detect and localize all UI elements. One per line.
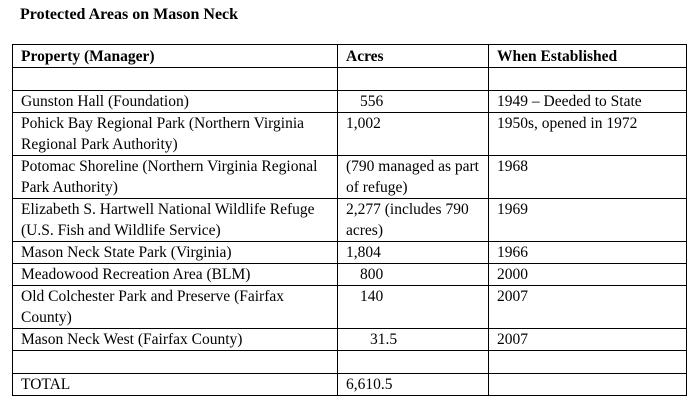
blank-cell <box>489 351 687 374</box>
blank-cell <box>338 68 489 91</box>
established-cell: 2007 <box>489 329 687 351</box>
acres-value: 556 <box>360 93 384 110</box>
acres-cell: (790 managed as part of refuge) <box>338 156 489 199</box>
acres-cell: 1,804 <box>338 242 489 264</box>
established-cell: 1969 <box>489 199 687 242</box>
property-cell: Mason Neck State Park (Virginia) <box>13 242 338 264</box>
blank-cell <box>489 68 687 91</box>
acres-cell <box>338 286 489 329</box>
column-header-acres: Acres <box>338 45 489 68</box>
established-cell: 1968 <box>489 156 687 199</box>
property-cell: Old Colchester Park and Preserve (Fairfax County) <box>13 286 338 329</box>
established-cell: 1950s, opened in 1972 <box>489 113 687 156</box>
acres-value: 31.5 <box>370 331 398 348</box>
acres-cell: 2,277 (includes 790 acres) <box>338 199 489 242</box>
total-label: TOTAL <box>13 374 338 396</box>
acres-cell <box>338 264 489 286</box>
blank-cell <box>13 351 338 374</box>
blank-row <box>13 68 687 91</box>
table-header-row <box>13 45 687 68</box>
table-row <box>13 264 687 286</box>
table-row <box>13 156 687 199</box>
established-cell: 2000 <box>489 264 687 286</box>
protected-areas-table <box>12 44 687 396</box>
table-row <box>13 329 687 351</box>
acres-value: 140 <box>360 288 384 305</box>
table-row <box>13 242 687 264</box>
acres-cell <box>338 91 489 113</box>
blank-cell <box>13 68 338 91</box>
table-row <box>13 286 687 329</box>
table-row <box>13 113 687 156</box>
column-header-established: When Established <box>489 45 687 68</box>
established-cell: 2007 <box>489 286 687 329</box>
property-cell: Gunston Hall (Foundation) <box>13 91 338 113</box>
blank-row <box>13 351 687 374</box>
property-cell: Elizabeth S. Hartwell National Wildlife Refuge (U.S. Fish and Wildlife Service) <box>13 199 338 242</box>
property-cell: Potomac Shoreline (Northern Virginia Regional Park Authority) <box>13 156 338 199</box>
total-blank-cell <box>489 374 687 396</box>
column-header-property: Property (Manager) <box>13 45 338 68</box>
blank-cell <box>338 351 489 374</box>
established-cell: 1949 – Deeded to State <box>489 91 687 113</box>
table-row <box>13 91 687 113</box>
total-row <box>13 374 687 396</box>
total-acres: 6,610.5 <box>338 374 489 396</box>
acres-cell: 1,002 <box>338 113 489 156</box>
established-cell: 1966 <box>489 242 687 264</box>
property-cell: Meadowood Recreation Area (BLM) <box>13 264 338 286</box>
acres-cell <box>338 329 489 351</box>
acres-value: 800 <box>360 266 384 283</box>
page-title: Protected Areas on Mason Neck <box>20 6 239 23</box>
property-cell: Mason Neck West (Fairfax County) <box>13 329 338 351</box>
table-row <box>13 199 687 242</box>
property-cell: Pohick Bay Regional Park (Northern Virginia Regional Park Authority) <box>13 113 338 156</box>
